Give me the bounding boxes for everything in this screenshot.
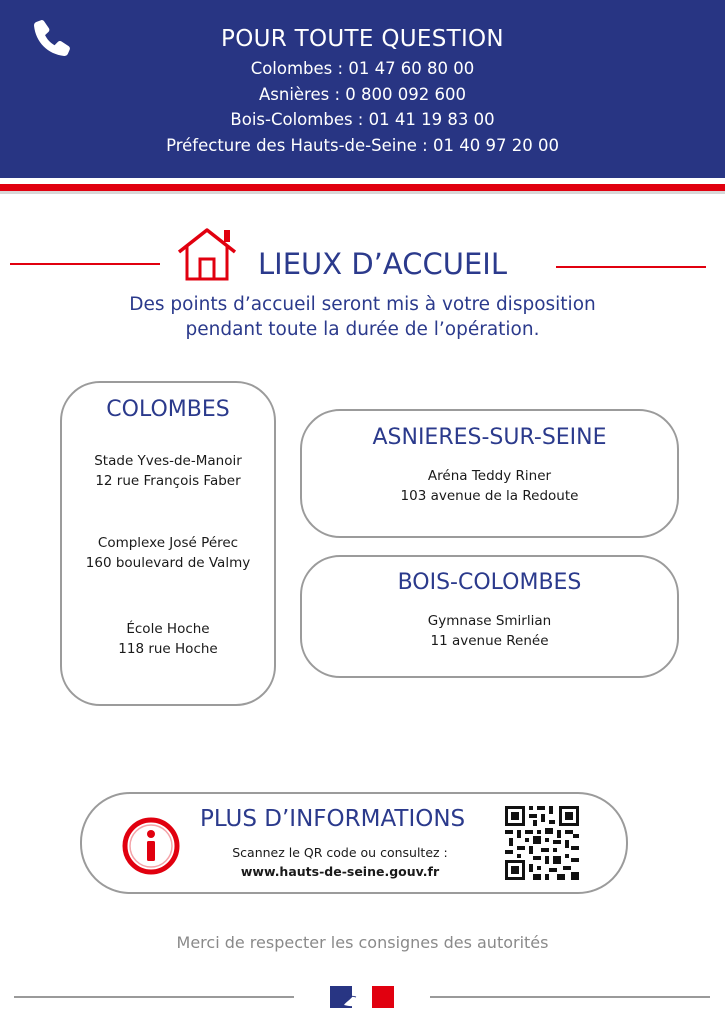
- location-box-colombes: [60, 381, 276, 706]
- footer-note: Merci de respecter les consignes des autorités: [176, 933, 549, 952]
- title-rule-left: [10, 263, 160, 265]
- info-instruction: Scannez le QR code ou consultez :: [232, 845, 448, 860]
- place-name: Aréna Teddy Riner: [427, 468, 552, 484]
- marianne-logo: [330, 986, 394, 1008]
- house-icon: [176, 226, 238, 282]
- place-address: 118 rue Hoche: [118, 641, 218, 657]
- location-box-asnieres: [300, 409, 679, 538]
- footer-rule-right: [430, 996, 710, 998]
- place-address: 103 avenue de la Redoute: [400, 488, 579, 504]
- location-box-bois-colombes: [300, 555, 679, 678]
- header-title: POUR TOUTE QUESTION: [221, 26, 504, 52]
- place-address: 12 rue François Faber: [95, 473, 241, 489]
- place-address: 11 avenue Renée: [430, 633, 549, 649]
- footer-rule-left: [14, 996, 294, 998]
- phone-asnieres: Asnières : 0 800 092 600: [258, 85, 466, 104]
- info-title: PLUS D’INFORMATIONS: [200, 806, 466, 832]
- title-rule-right: [556, 266, 706, 268]
- info-url[interactable]: www.hauts-de-seine.gouv.fr: [240, 864, 440, 879]
- place-address: 160 boulevard de Valmy: [85, 555, 251, 571]
- location-title-asnieres: ASNIERES-SUR-SEINE: [372, 425, 607, 450]
- place-name: Stade Yves-de-Manoir: [94, 453, 242, 469]
- phone-bois-colombes: Bois-Colombes : 01 41 19 83 00: [230, 110, 495, 129]
- location-title-bois-colombes: BOIS-COLOMBES: [397, 570, 582, 595]
- section-title: LIEUX D’ACCUEIL: [258, 247, 507, 281]
- place-name: Gymnase Smirlian: [427, 613, 552, 629]
- intro-line-1: Des points d’accueil seront mis à votre disposition: [129, 294, 596, 315]
- qr-code-icon[interactable]: [505, 806, 579, 880]
- intro-line-2: pendant toute la durée de l’opération.: [185, 319, 540, 340]
- info-icon: [121, 816, 181, 876]
- place-name: École Hoche: [126, 621, 210, 637]
- header-stripe-red: [0, 184, 725, 191]
- phone-prefecture: Préfecture des Hauts-de-Seine : 01 40 97 20 00: [166, 136, 559, 155]
- phone-colombes: Colombes : 01 47 60 80 00: [250, 59, 475, 78]
- place-name: Complexe José Pérec: [97, 535, 239, 551]
- location-title-colombes: COLOMBES: [106, 397, 230, 422]
- header-stripe-gray: [0, 191, 725, 194]
- contact-header: [0, 0, 725, 178]
